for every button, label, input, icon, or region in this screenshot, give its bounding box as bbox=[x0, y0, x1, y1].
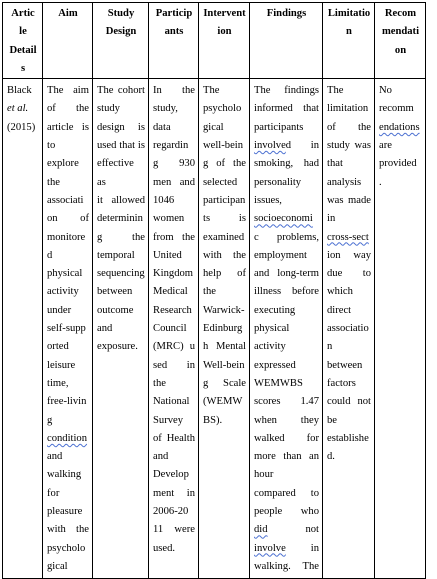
cell-line: examined bbox=[203, 231, 245, 243]
cell-line: physical bbox=[254, 323, 290, 335]
cell-line: design is bbox=[97, 121, 145, 133]
literature-review-table bbox=[2, 2, 426, 579]
cell-line: study, bbox=[153, 103, 178, 115]
header-study-design bbox=[93, 3, 149, 79]
cell-article-details bbox=[3, 79, 43, 579]
cell-line: executing bbox=[254, 304, 296, 316]
cell-line: participan bbox=[203, 194, 246, 206]
cell-line: leisure bbox=[47, 359, 76, 371]
header-line: Findings bbox=[266, 8, 307, 19]
cell-line: and long-term bbox=[254, 268, 319, 280]
cell-participants bbox=[149, 79, 199, 579]
cell-line: the bbox=[47, 176, 60, 188]
cell-line: with the bbox=[47, 524, 89, 536]
cell-line: monitore bbox=[47, 231, 86, 243]
cell-line: Survey bbox=[153, 414, 184, 426]
header-line: Particip bbox=[155, 8, 193, 19]
cell-line: employment bbox=[254, 249, 307, 261]
cell-line: help of bbox=[203, 268, 246, 280]
header-recommendation bbox=[375, 3, 426, 79]
cell-line: it allowed bbox=[97, 194, 145, 206]
header-line: Recom bbox=[384, 8, 417, 19]
header-line: n bbox=[346, 26, 352, 38]
cell-line: the bbox=[153, 377, 166, 389]
cell-line: of the bbox=[47, 103, 89, 115]
cell-line: The bbox=[327, 85, 344, 97]
cell-line: National bbox=[153, 396, 190, 408]
cell-line: more than an bbox=[254, 451, 319, 463]
cell-line: determinin bbox=[97, 213, 143, 225]
header-limitation bbox=[323, 3, 375, 79]
cell-line: with the bbox=[203, 249, 246, 261]
cell-line: to bbox=[47, 140, 56, 152]
cell-line: orted bbox=[47, 341, 69, 353]
cell-line: analysis bbox=[327, 176, 362, 188]
cell-line: In the bbox=[153, 85, 195, 97]
cell-line: provided bbox=[379, 158, 417, 170]
cell-line: condition bbox=[47, 432, 88, 444]
cell-line: d bbox=[47, 249, 53, 261]
cell-line: g 930 bbox=[153, 158, 195, 170]
cell-line: g bbox=[47, 414, 53, 426]
cell-line: pleasure bbox=[47, 506, 83, 518]
cell-line: are bbox=[379, 140, 392, 152]
cell-line: outcome bbox=[97, 304, 134, 316]
cell-line: 11 were bbox=[153, 524, 195, 536]
cell-line: associatio bbox=[327, 323, 369, 335]
cell-line: data bbox=[153, 121, 171, 133]
header-line: le bbox=[19, 26, 27, 38]
cell-line: study was bbox=[327, 140, 371, 152]
cell-line: g the bbox=[97, 231, 145, 243]
cell-line: 1046 bbox=[153, 194, 175, 206]
header-row bbox=[3, 3, 426, 79]
header-line: Design bbox=[105, 26, 137, 38]
cell-line: study bbox=[97, 103, 120, 115]
cell-line: self-supp bbox=[47, 323, 86, 335]
cell-line: United bbox=[153, 249, 182, 261]
cell-line: involve in bbox=[254, 542, 319, 554]
header-line: Aim bbox=[58, 8, 78, 19]
cell-line: used. bbox=[153, 542, 176, 554]
header-line: ion bbox=[217, 26, 232, 38]
cell-line: did not bbox=[254, 524, 319, 536]
cell-line: used that is bbox=[97, 140, 145, 152]
cell-line: illness before bbox=[254, 286, 319, 298]
cell-line: n bbox=[327, 341, 333, 353]
cell-findings bbox=[250, 79, 323, 579]
cell-line: in bbox=[327, 213, 336, 225]
cell-line: recomm bbox=[379, 103, 414, 115]
cell-line: establishe bbox=[327, 432, 369, 444]
cell-line: gical bbox=[47, 560, 68, 572]
cell-line: that bbox=[327, 158, 343, 170]
cell-line: (WEMW bbox=[203, 396, 243, 408]
cell-line: Kingdom bbox=[153, 268, 194, 280]
cell-line: free-livin bbox=[47, 396, 87, 408]
cell-line: between bbox=[327, 359, 363, 371]
cell-recommendation bbox=[375, 79, 426, 579]
cell-line: The bbox=[203, 85, 220, 97]
cell-line: ts is bbox=[203, 213, 246, 225]
cell-line: people who bbox=[254, 506, 319, 518]
cell-line: temporal bbox=[97, 249, 135, 261]
cell-line: (MRC) u bbox=[153, 341, 195, 353]
cell-line: Council bbox=[153, 323, 187, 335]
cell-line: c problems, bbox=[254, 231, 319, 243]
cell-line: time, bbox=[47, 377, 69, 389]
article-year: (2015) bbox=[7, 121, 36, 133]
cell-line: Edinburg bbox=[203, 323, 243, 335]
cell-line: associati bbox=[47, 194, 84, 206]
cell-line: effective as bbox=[97, 158, 134, 188]
header-aim bbox=[43, 3, 93, 79]
cell-line: women bbox=[153, 213, 185, 225]
cell-line: between bbox=[97, 286, 133, 298]
cell-limitation bbox=[323, 79, 375, 579]
header-findings bbox=[250, 3, 323, 79]
cell-line: Warwick- bbox=[203, 304, 245, 316]
cell-line: of Health bbox=[153, 432, 195, 444]
cell-line: walking bbox=[47, 469, 82, 481]
header-line: Detail bbox=[9, 44, 37, 56]
cell-line: psycholo bbox=[203, 103, 242, 115]
cell-line: selected bbox=[203, 176, 238, 188]
cell-line: Medical bbox=[153, 286, 188, 298]
cell-line: Well-bein bbox=[203, 359, 245, 371]
cell-line: sequencing bbox=[97, 268, 145, 280]
cell-line: ment in bbox=[153, 487, 195, 499]
cell-line: was made bbox=[327, 194, 371, 206]
cell-line: involved in bbox=[254, 140, 319, 152]
cell-aim bbox=[43, 79, 93, 579]
cell-line: Research bbox=[153, 304, 192, 316]
cell-line: scores 1.47 bbox=[254, 396, 319, 408]
cell-line: The findings bbox=[254, 85, 319, 97]
cell-line: smoking, had bbox=[254, 158, 319, 170]
cell-line: explore bbox=[47, 158, 79, 170]
cell-line: psycholo bbox=[47, 542, 86, 554]
cell-line: when they bbox=[254, 414, 319, 426]
cell-line: hour bbox=[254, 469, 274, 481]
cell-line: cross-sect bbox=[327, 231, 369, 243]
table-row bbox=[3, 79, 426, 579]
cell-line: article is bbox=[47, 121, 89, 133]
header-line: Artic bbox=[11, 8, 35, 19]
cell-line: The aim bbox=[47, 85, 89, 97]
cell-line: endations bbox=[379, 121, 420, 133]
cell-line: walking. The bbox=[254, 560, 319, 572]
header-line: ants bbox=[164, 26, 184, 38]
cell-line: No bbox=[379, 85, 392, 97]
header-article-details bbox=[3, 3, 43, 79]
cell-line: the bbox=[203, 286, 216, 298]
cell-line: ion way bbox=[327, 249, 371, 261]
cell-line: regardin bbox=[153, 140, 189, 152]
cell-line: and bbox=[97, 323, 113, 335]
cell-line: well-bein bbox=[203, 140, 244, 152]
cell-line: socioeconomi bbox=[254, 213, 313, 225]
cell-line: activity bbox=[254, 341, 286, 353]
cell-study-design bbox=[93, 79, 149, 579]
cell-line: compared to bbox=[254, 487, 319, 499]
header-line: Study bbox=[107, 8, 135, 19]
cell-line: activity bbox=[47, 286, 79, 298]
header-line: mendati bbox=[381, 26, 420, 38]
cell-line: for bbox=[47, 487, 60, 499]
cell-line: of the bbox=[327, 121, 371, 133]
header-line: Limitatio bbox=[327, 8, 371, 19]
cell-line: 2006-20 bbox=[153, 506, 189, 518]
cell-line: WEMWBS bbox=[254, 377, 303, 389]
header-line: on bbox=[394, 44, 407, 56]
cell-line: gical bbox=[203, 121, 224, 133]
cell-line: Develop bbox=[153, 469, 189, 481]
cell-line: h Mental bbox=[203, 341, 246, 353]
cell-line: under bbox=[47, 304, 72, 316]
cell-line: g Scale bbox=[203, 377, 246, 389]
cell-line: men and bbox=[153, 176, 195, 188]
header-intervention bbox=[199, 3, 250, 79]
cell-line: participants bbox=[254, 121, 304, 133]
cell-line: The cohort bbox=[97, 85, 145, 97]
cell-line: sed in bbox=[153, 359, 195, 371]
cell-line: be bbox=[327, 414, 337, 426]
header-participants bbox=[149, 3, 199, 79]
cell-line: could not bbox=[327, 396, 371, 408]
article-author: Black et al. bbox=[7, 85, 32, 115]
cell-intervention bbox=[199, 79, 250, 579]
cell-line: g of the bbox=[203, 158, 246, 170]
cell-line: exposure. bbox=[97, 341, 138, 353]
cell-line: d. bbox=[327, 451, 335, 463]
cell-line: personality bbox=[254, 176, 302, 188]
cell-line: physical bbox=[47, 268, 83, 280]
header-line: Intervent bbox=[203, 8, 246, 19]
cell-line: on of bbox=[47, 213, 89, 225]
cell-line: from the bbox=[153, 231, 195, 243]
cell-line: and bbox=[47, 451, 63, 463]
cell-line: direct bbox=[327, 304, 352, 316]
cell-line: BS). bbox=[203, 414, 223, 426]
header-line: s bbox=[20, 62, 26, 74]
cell-line: issues, bbox=[254, 194, 282, 206]
cell-line: factors bbox=[327, 377, 356, 389]
cell-line: expressed bbox=[254, 359, 296, 371]
cell-line: due to bbox=[327, 268, 371, 280]
cell-line: and bbox=[153, 451, 169, 463]
cell-line: which bbox=[327, 286, 353, 298]
cell-line: informed that bbox=[254, 103, 319, 115]
cell-line: walked for bbox=[254, 432, 319, 444]
cell-line: . bbox=[379, 176, 382, 188]
cell-line: limitation bbox=[327, 103, 369, 115]
